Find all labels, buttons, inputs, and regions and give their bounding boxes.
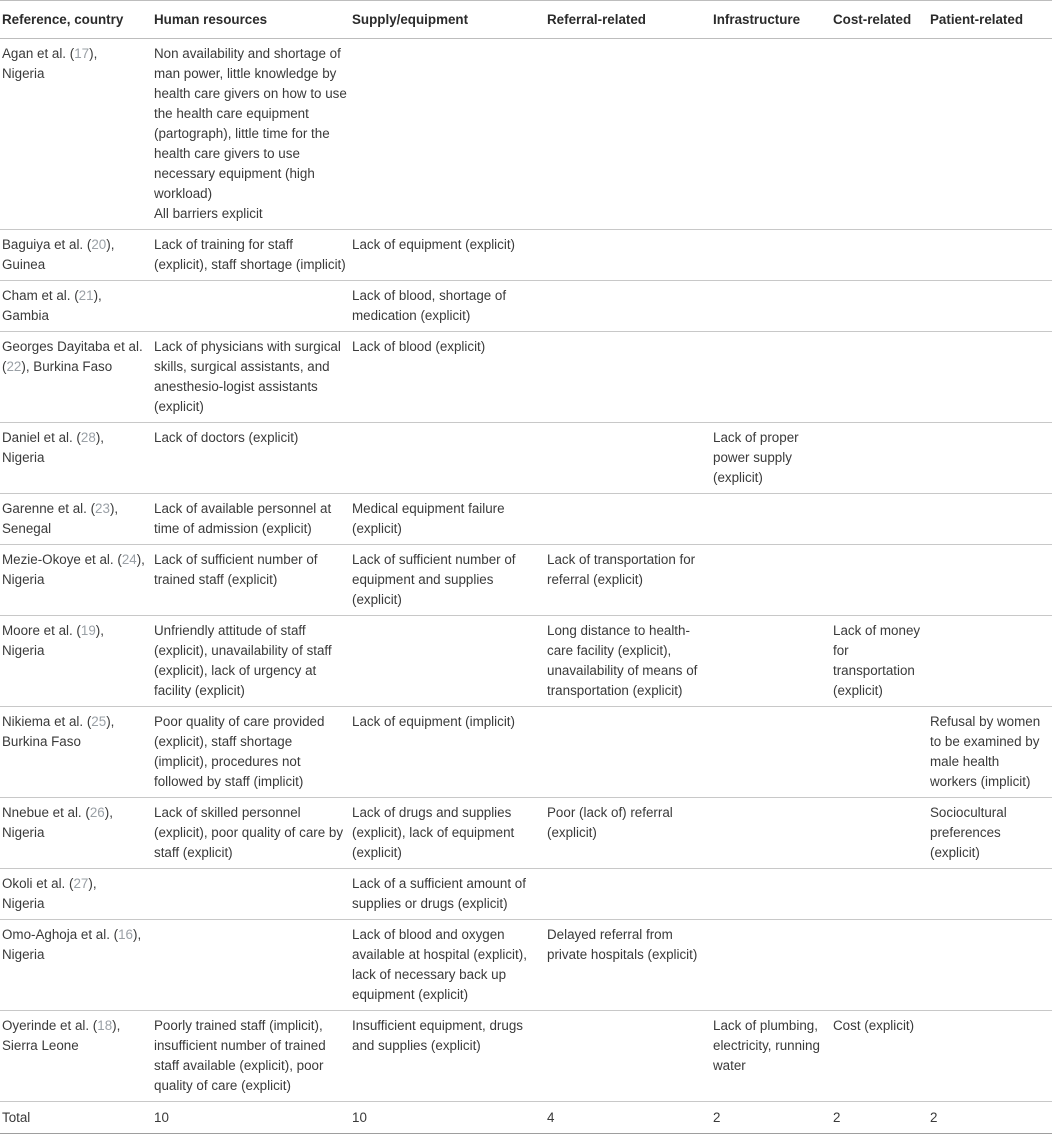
- reference-country: Nigeria: [2, 896, 45, 911]
- patient-related-cell-text: Sociocultural preferences (explicit): [930, 805, 1007, 860]
- infrastructure-cell: [713, 494, 833, 545]
- reference-author: Georges Dayitaba et al. (: [2, 339, 143, 374]
- supply-equipment-cell: [352, 423, 547, 494]
- reference-number-link[interactable]: 25: [91, 714, 107, 729]
- reference-suffix: ),: [88, 876, 97, 891]
- reference-suffix: ),: [104, 805, 113, 820]
- total-human-resources: 10: [152, 1102, 352, 1134]
- supply-equipment-cell: [352, 869, 547, 920]
- supply-equipment-cell: [352, 230, 547, 281]
- reference-country: Gambia: [2, 308, 49, 323]
- reference-cell: [0, 1011, 152, 1102]
- human-resources-cell-text: Lack of physicians with surgical skills, surgical assistants, and anesthesio-logist assistants (explicit): [154, 339, 341, 414]
- reference-number-link[interactable]: 22: [6, 359, 22, 374]
- reference-cell: [0, 423, 152, 494]
- reference-cell: [0, 616, 152, 707]
- cost-related-cell: [833, 707, 930, 798]
- reference-number-link[interactable]: 20: [91, 237, 107, 252]
- table-row: [0, 230, 1052, 281]
- infrastructure-cell: [713, 423, 833, 494]
- table-header-row: [0, 1, 1052, 39]
- header-human-resources: Human resources: [152, 1, 352, 39]
- reference-country: Nigeria: [2, 825, 45, 840]
- reference-country: Sierra Leone: [2, 1038, 79, 1053]
- total-patient-related: 2: [930, 1102, 1052, 1134]
- human-resources-cell: [152, 707, 352, 798]
- infrastructure-cell: [713, 616, 833, 707]
- reference-author: Daniel et al. (: [2, 430, 81, 445]
- reference-author: Mezie-Okoye et al. (: [2, 552, 122, 567]
- reference-suffix: ), Burkina Faso: [21, 359, 113, 374]
- reference-suffix: ),: [106, 237, 115, 252]
- referral-related-cell: [547, 869, 713, 920]
- reference-cell: [0, 230, 152, 281]
- reference-suffix: ),: [95, 430, 104, 445]
- cost-related-cell: [833, 230, 930, 281]
- supply-equipment-cell: [352, 332, 547, 423]
- supply-equipment-cell-text: Lack of blood (explicit): [352, 339, 486, 354]
- cost-related-cell: [833, 423, 930, 494]
- cost-related-cell: [833, 1011, 930, 1102]
- reference-cell: [0, 545, 152, 616]
- reference-number-link[interactable]: 24: [121, 552, 137, 567]
- reference-number-link[interactable]: 19: [80, 623, 96, 638]
- reference-number-link[interactable]: 27: [73, 876, 89, 891]
- table-row: [0, 1011, 1052, 1102]
- infrastructure-cell-text: Lack of plumbing, electricity, running water: [713, 1018, 820, 1073]
- reference-cell: [0, 281, 152, 332]
- referral-related-cell-text: Poor (lack of) referral (explicit): [547, 805, 673, 840]
- reference-country: Nigeria: [2, 450, 45, 465]
- patient-related-cell: [930, 494, 1052, 545]
- supply-equipment-cell: [352, 39, 547, 230]
- human-resources-cell: [152, 869, 352, 920]
- reference-suffix: ),: [89, 46, 98, 61]
- infrastructure-cell: [713, 545, 833, 616]
- table-row: [0, 616, 1052, 707]
- human-resources-cell-text: Lack of doctors (explicit): [154, 430, 299, 445]
- cost-related-cell: [833, 798, 930, 869]
- reference-country: Guinea: [2, 257, 46, 272]
- human-resources-cell-text: Poorly trained staff (implicit), insufficient number of trained staff available (explicit), poor quality of care (explicit): [154, 1018, 326, 1093]
- infrastructure-cell: [713, 920, 833, 1011]
- referral-related-cell: [547, 423, 713, 494]
- cost-related-cell: [833, 869, 930, 920]
- reference-author: Agan et al. (: [2, 46, 75, 61]
- referral-related-cell: [547, 230, 713, 281]
- referral-related-cell: [547, 1011, 713, 1102]
- cost-related-cell: [833, 494, 930, 545]
- reference-number-link[interactable]: 18: [97, 1018, 113, 1033]
- reference-suffix: ), Nigeria: [2, 552, 145, 587]
- supply-equipment-cell: [352, 494, 547, 545]
- human-resources-cell: [152, 616, 352, 707]
- supply-equipment-cell: [352, 616, 547, 707]
- human-resources-cell: [152, 798, 352, 869]
- referral-related-cell: [547, 616, 713, 707]
- reference-cell: [0, 920, 152, 1011]
- patient-related-cell: [930, 1011, 1052, 1102]
- human-resources-cell: [152, 423, 352, 494]
- table-row: [0, 423, 1052, 494]
- human-resources-cell: [152, 39, 352, 230]
- human-resources-cell: [152, 545, 352, 616]
- reference-suffix: ),: [95, 623, 104, 638]
- human-resources-cell: [152, 494, 352, 545]
- infrastructure-cell: [713, 230, 833, 281]
- reference-author: Okoli et al. (: [2, 876, 74, 891]
- supply-equipment-cell-text: Lack of blood, shortage of medication (explicit): [352, 288, 507, 323]
- reference-cell: [0, 707, 152, 798]
- supply-equipment-cell: [352, 920, 547, 1011]
- patient-related-cell: [930, 332, 1052, 423]
- total-supply-equipment: 10: [352, 1102, 547, 1134]
- cost-related-cell: [833, 920, 930, 1011]
- header-supply-equipment: Supply/equipment: [352, 1, 547, 39]
- reference-country: Senegal: [2, 521, 52, 536]
- reference-author: Baguiya et al. (: [2, 237, 92, 252]
- human-resources-note: All barriers explicit: [154, 206, 263, 221]
- table-row: [0, 707, 1052, 798]
- table-row: [0, 281, 1052, 332]
- table-row: [0, 494, 1052, 545]
- table-row: [0, 920, 1052, 1011]
- patient-related-cell: [930, 423, 1052, 494]
- supply-equipment-cell: [352, 707, 547, 798]
- human-resources-cell-text: Lack of available personnel at time of admission (explicit): [154, 501, 332, 536]
- human-resources-cell-text: Non availability and shortage of man power, little knowledge by health care givers on how to use the health care equipment (partograph), little time for the health care givers to use necessary equipment (high workload): [154, 46, 347, 201]
- reference-suffix: ),: [106, 714, 115, 729]
- reference-number-link[interactable]: 21: [78, 288, 94, 303]
- cost-related-cell: [833, 545, 930, 616]
- infrastructure-cell-text: Lack of proper power supply (explicit): [713, 430, 799, 485]
- reference-country: Nigeria: [2, 947, 45, 962]
- header-patient-related: Patient-related: [930, 1, 1052, 39]
- infrastructure-cell: [713, 281, 833, 332]
- reference-cell: [0, 39, 152, 230]
- total-referral-related: 4: [547, 1102, 713, 1134]
- total-cost-related: 2: [833, 1102, 930, 1134]
- reference-country: Nigeria: [2, 66, 45, 81]
- patient-related-cell: [930, 230, 1052, 281]
- patient-related-cell: [930, 707, 1052, 798]
- supply-equipment-cell-text: Lack of sufficient number of equipment and supplies (explicit): [352, 552, 516, 607]
- reference-suffix: ),: [112, 1018, 121, 1033]
- patient-related-cell: [930, 616, 1052, 707]
- header-referral-related: Referral-related: [547, 1, 713, 39]
- patient-related-cell: [930, 798, 1052, 869]
- infrastructure-cell: [713, 39, 833, 230]
- cost-related-cell: [833, 616, 930, 707]
- infrastructure-cell: [713, 1011, 833, 1102]
- reference-author: Cham et al. (: [2, 288, 79, 303]
- human-resources-cell-text: Lack of sufficient number of trained staff (explicit): [154, 552, 318, 587]
- table-row: [0, 798, 1052, 869]
- patient-related-cell: [930, 869, 1052, 920]
- reference-cell: [0, 869, 152, 920]
- referral-related-cell: [547, 39, 713, 230]
- human-resources-cell: [152, 332, 352, 423]
- reference-author: Oyerinde et al. (: [2, 1018, 98, 1033]
- patient-related-cell-text: Refusal by women to be examined by male health workers (implicit): [930, 714, 1041, 789]
- header-infrastructure: Infrastructure: [713, 1, 833, 39]
- supply-equipment-cell: [352, 545, 547, 616]
- human-resources-cell-text: Lack of training for staff (explicit), staff shortage (implicit): [154, 237, 346, 272]
- cost-related-cell: [833, 332, 930, 423]
- reference-number-link[interactable]: 17: [74, 46, 90, 61]
- referral-related-cell: [547, 545, 713, 616]
- supply-equipment-cell: [352, 1011, 547, 1102]
- reference-author: Moore et al. (: [2, 623, 81, 638]
- supply-equipment-cell-text: Lack of drugs and supplies (explicit), lack of equipment (explicit): [352, 805, 515, 860]
- cost-related-cell-text: Cost (explicit): [833, 1018, 915, 1033]
- total-label: Total: [0, 1102, 152, 1134]
- infrastructure-cell: [713, 869, 833, 920]
- cost-related-cell-text: Lack of money for transportation (explicit): [833, 623, 921, 698]
- reference-suffix: ),: [109, 501, 119, 516]
- reference-cell: [0, 494, 152, 545]
- header-reference-country: Reference, country: [0, 1, 152, 39]
- referral-related-cell: [547, 332, 713, 423]
- table-row: [0, 332, 1052, 423]
- supply-equipment-cell-text: Lack of equipment (explicit): [352, 237, 515, 252]
- table-row: [0, 545, 1052, 616]
- reference-number-link[interactable]: 28: [80, 430, 96, 445]
- reference-number-link[interactable]: 16: [118, 927, 134, 942]
- cost-related-cell: [833, 281, 930, 332]
- patient-related-cell: [930, 281, 1052, 332]
- patient-related-cell: [930, 545, 1052, 616]
- supply-equipment-cell: [352, 281, 547, 332]
- reference-number-link[interactable]: 23: [95, 501, 110, 516]
- supply-equipment-cell-text: Lack of blood and oxygen available at hospital (explicit), lack of necessary back up equipment (explicit): [352, 927, 527, 1002]
- table-row: [0, 39, 1052, 230]
- human-resources-cell-text: Lack of skilled personnel (explicit), poor quality of care by staff (explicit): [154, 805, 344, 860]
- reference-number-link[interactable]: 26: [89, 805, 105, 820]
- table-body: [0, 39, 1052, 1102]
- patient-related-cell: [930, 920, 1052, 1011]
- reference-country: Burkina Faso: [2, 734, 81, 749]
- reference-country: Nigeria: [2, 643, 45, 658]
- supply-equipment-cell-text: Insufficient equipment, drugs and supplies (explicit): [352, 1018, 523, 1053]
- infrastructure-cell: [713, 332, 833, 423]
- human-resources-cell: [152, 920, 352, 1011]
- human-resources-cell: [152, 1011, 352, 1102]
- supply-equipment-cell-text: Lack of a sufficient amount of supplies or drugs (explicit): [352, 876, 526, 911]
- referral-related-cell: [547, 707, 713, 798]
- referral-related-cell-text: Long distance to health-care facility (explicit), unavailability of means of transportation (explicit): [547, 623, 698, 698]
- supply-equipment-cell-text: Medical equipment failure (explicit): [352, 501, 505, 536]
- reference-author: Nnebue et al. (: [2, 805, 90, 820]
- total-row: [0, 1102, 1052, 1134]
- referral-related-cell: [547, 798, 713, 869]
- human-resources-cell: [152, 230, 352, 281]
- human-resources-cell-text: Unfriendly attitude of staff (explicit), unavailability of staff (explicit), lack of urgency at facility (explicit): [154, 623, 332, 698]
- reference-cell: [0, 332, 152, 423]
- referral-related-cell: [547, 281, 713, 332]
- referral-related-cell-text: Delayed referral from private hospitals (explicit): [547, 927, 698, 962]
- referral-related-cell: [547, 494, 713, 545]
- human-resources-cell: [152, 281, 352, 332]
- referral-related-cell-text: Lack of transportation for referral (explicit): [547, 552, 696, 587]
- reference-cell: [0, 798, 152, 869]
- reference-suffix: ),: [93, 288, 102, 303]
- patient-related-cell: [930, 39, 1052, 230]
- header-cost-related: Cost-related: [833, 1, 930, 39]
- reference-author: Omo-Aghoja et al. (: [2, 927, 119, 942]
- cost-related-cell: [833, 39, 930, 230]
- reference-author: Garenne et al. (: [2, 501, 96, 516]
- reference-author: Nikiema et al. (: [2, 714, 92, 729]
- infrastructure-cell: [713, 707, 833, 798]
- infrastructure-cell: [713, 798, 833, 869]
- supply-equipment-cell: [352, 798, 547, 869]
- table-row: [0, 869, 1052, 920]
- total-infrastructure: 2: [713, 1102, 833, 1134]
- reference-suffix: ),: [133, 927, 142, 942]
- human-resources-cell-text: Poor quality of care provided (explicit), staff shortage (implicit), procedures not followed by staff (implicit): [154, 714, 325, 789]
- supply-equipment-cell-text: Lack of equipment (implicit): [352, 714, 515, 729]
- referral-related-cell: [547, 920, 713, 1011]
